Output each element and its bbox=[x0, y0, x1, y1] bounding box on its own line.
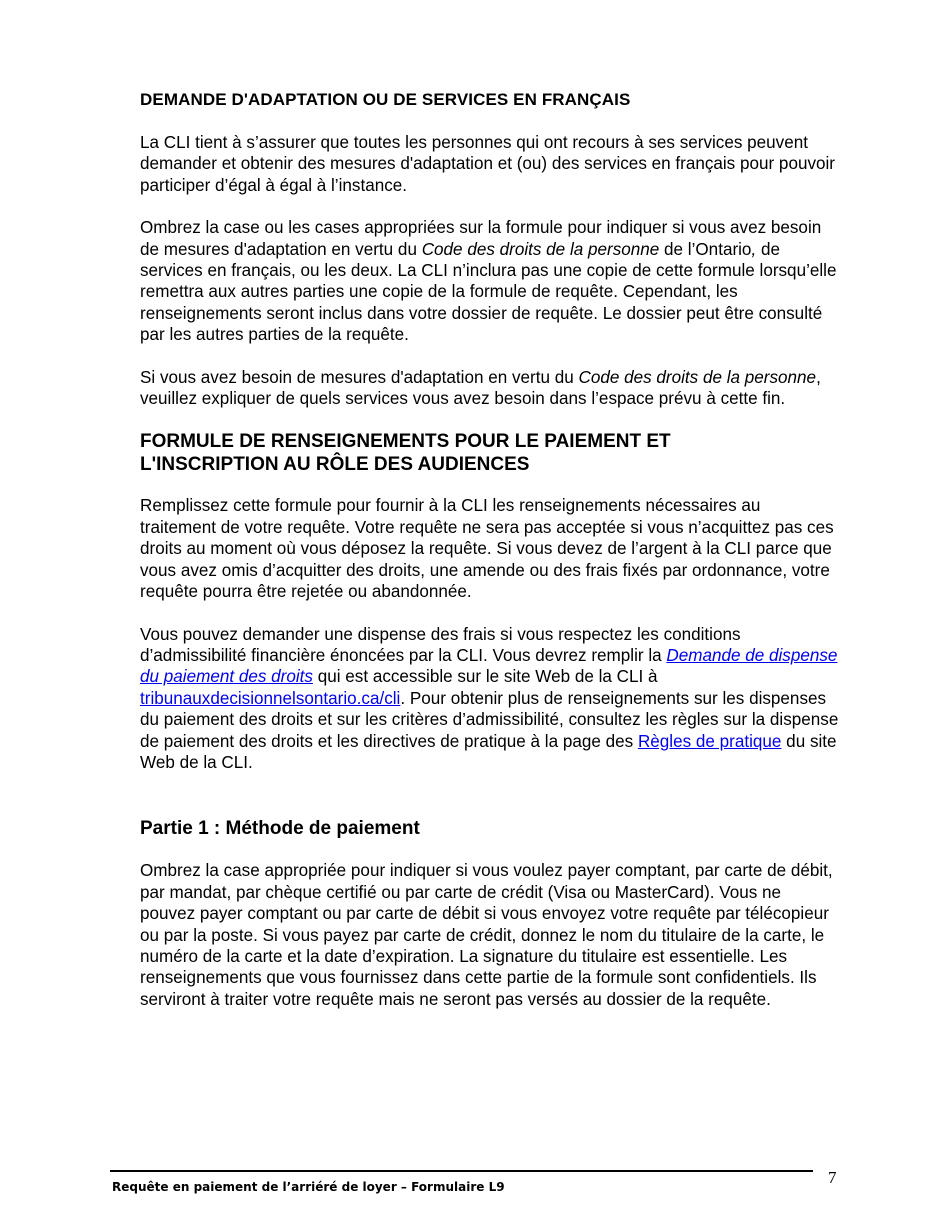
paragraph-payment-intro: Remplissez cette formule pour fournir à la CLI les renseignements nécessaires au traitement de votre requête. Votre requête ne sera pas acceptée si vous n’acquittez pas ces droits au moment où vous déposez la requête. Si vous devez de l’argent à la CLI parce que vous avez omis d’acquitter des droits, une amende ou des frais fixés par ordonnance, votre requête pourra être rejetée ou abandonnée. bbox=[140, 496, 834, 602]
paragraph-accommodation-instructions: Ombrez la case ou les cases appropriées sur la formule pour indiquer si vous avez besoin de mesures d'adaptation en vertu du Code des droits de la personne de l’Ontario, de services en français, ou les deux. La CLI n’inclura pas une copie de cette formule lorsqu’elle remettra aux autres parties une copie de la formule de requête. Cependant, les renseignements seront inclus dans votre dossier de requête. Le dossier peut être consulté par les autres parties de la requête. bbox=[140, 218, 837, 345]
footer-form-title: Requête en paiement de l’arriéré de loyer – Formulaire L9 bbox=[112, 1180, 505, 1194]
section-heading-part1-payment-method: Partie 1 : Méthode de paiement bbox=[140, 818, 420, 840]
paragraph-accommodation-explain: Si vous avez besoin de mesures d'adaptation en vertu du Code des droits de la personne, veuillez expliquer de quels services vous avez besoin dans l’espace prévu à cette fin. bbox=[140, 367, 821, 409]
paragraph-fee-waiver: Vous pouvez demander une dispense des frais si vous respectez les conditions d’admissibilité financière énoncées par la CLI. Vous devrez remplir la Demande de dispense du paiement des droits qui est accessible sur le site Web de la CLI à tribunauxdecisionnelsontario.ca/cli. Pour obtenir plus de renseignements sur les dispenses du paiement des droits et sur les critères d’admissibilité, consultez les règles sur la dispense de paiement des droits et les directives de pratique à la page des Règles de pratique du site Web de la CLI. bbox=[140, 624, 839, 772]
paragraph-accommodation-intro: La CLI tient à s’assurer que toutes les personnes qui ont recours à ses services peuvent demander et obtenir des mesures d'adaptation et (ou) des services en français pour pouvoir participer d’égal à égal à l’instance. bbox=[140, 133, 836, 195]
section-heading-payment-form: FORMULE DE RENSEIGNEMENTS POUR LE PAIEMENT ET L'INSCRIPTION AU RÔLE DES AUDIENCES bbox=[140, 431, 671, 476]
document-body bbox=[140, 89, 840, 1031]
paragraph-payment-method: Ombrez la case appropriée pour indiquer si vous voulez payer comptant, par carte de débit, par mandat, par chèque certifié ou par carte de crédit (Visa ou MasterCard). Vous ne pouvez payer comptant ou par carte de débit si vous envoyez votre requête par télécopieur ou par la poste. Si vous payez par carte de crédit, donnez le nom du titulaire de la carte, le numéro de la carte et la date d’expiration. La signature du titulaire est essentielle. Les renseignements que vous fournissez dans cette partie de la formule sont confidentiels. Ils serviront à traiter votre requête mais ne seront pas versés au dossier de la requête. bbox=[140, 861, 833, 1009]
footer-divider bbox=[110, 1170, 813, 1172]
cli-website-link[interactable]: tribunauxdecisionnelsontario.ca/cli bbox=[140, 688, 401, 708]
section-heading-accommodation: DEMANDE D'ADAPTATION OU DE SERVICES EN FRANÇAIS bbox=[140, 90, 631, 109]
page-number: 7 bbox=[828, 1168, 837, 1187]
rules-of-practice-link[interactable]: Règles de pratique bbox=[637, 731, 782, 751]
fee-waiver-request-link[interactable]: Demande de dispense du paiement des droits bbox=[140, 645, 838, 687]
